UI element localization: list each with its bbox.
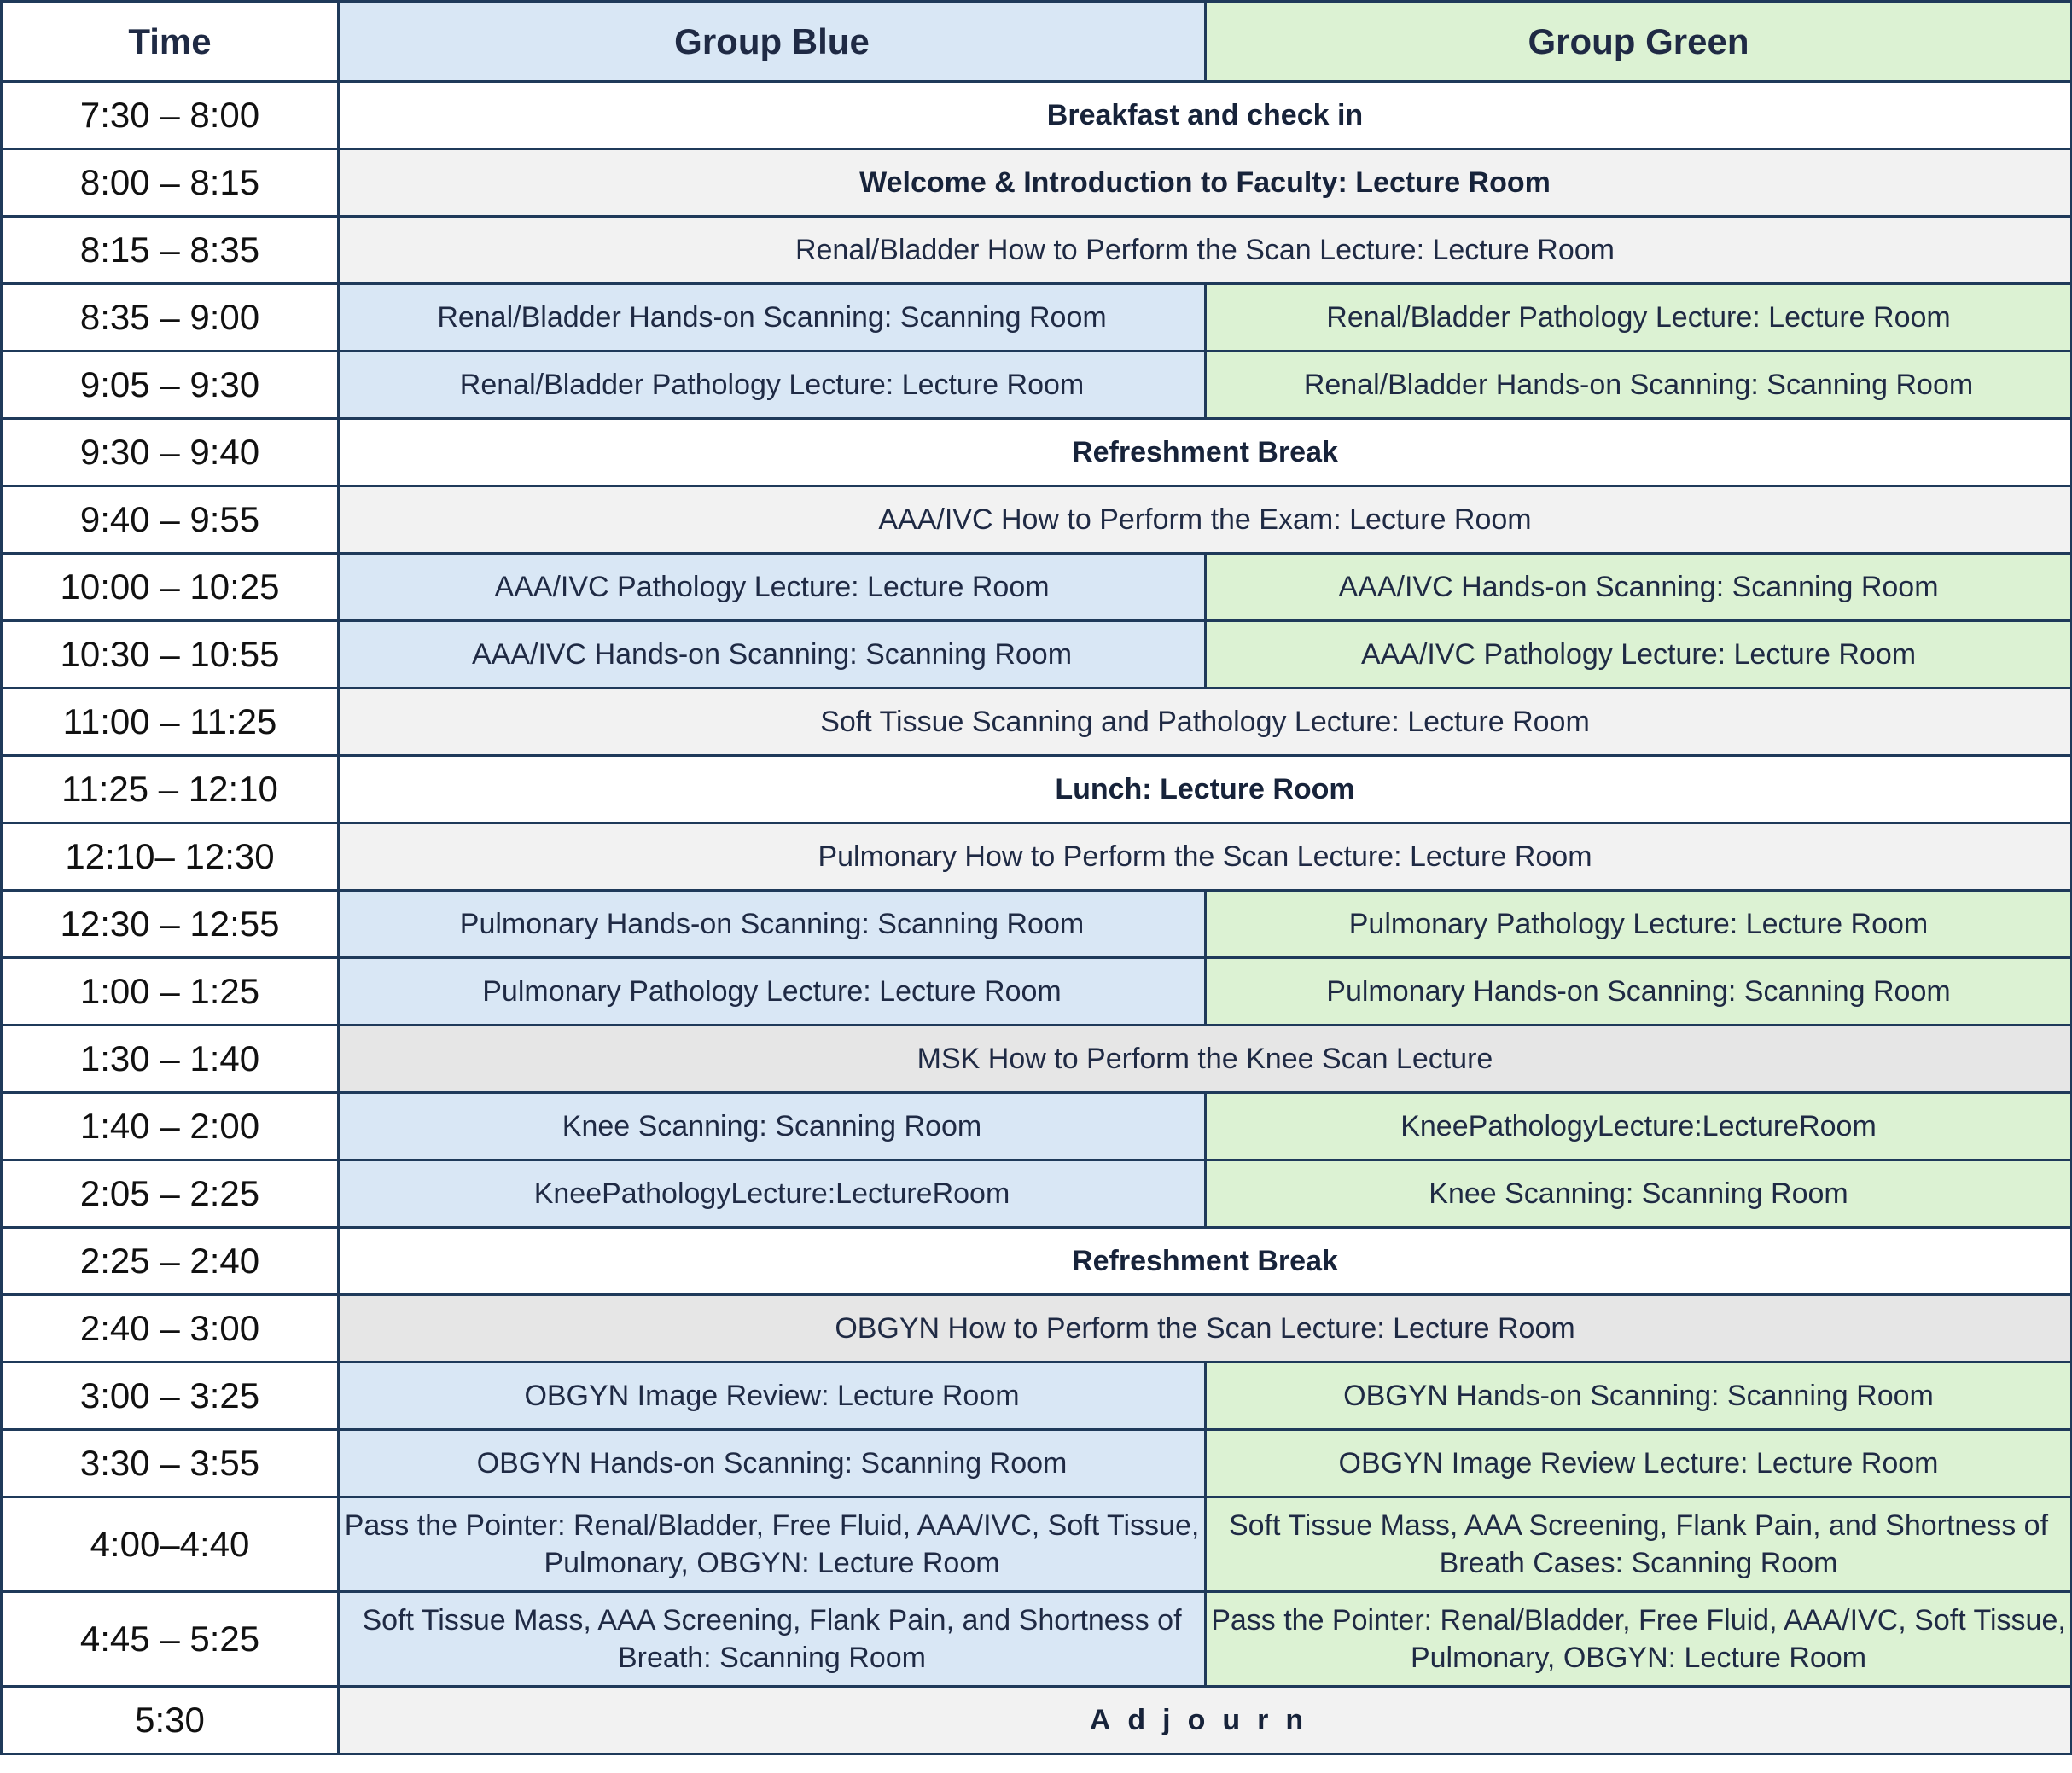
group-green-cell: Soft Tissue Mass, AAA Screening, Flank Pain, and Shortness of Breath Cases: Scanning Room [1206,1497,2072,1592]
table-row [2,689,2072,756]
group-blue-cell: AAA/IVC Hands-on Scanning: Scanning Room [339,621,1206,689]
time-cell: 9:30 – 9:40 [2,419,339,486]
time-cell: 3:30 – 3:55 [2,1430,339,1497]
header-group-blue: Group Blue [339,2,1206,82]
group-blue-cell: Pulmonary Hands-on Scanning: Scanning Room [339,891,1206,958]
table-row [2,284,2072,352]
group-green-cell: Knee Scanning: Scanning Room [1206,1160,2072,1228]
table-row [2,1026,2072,1093]
table-row [2,1295,2072,1363]
header-group-green: Group Green [1206,2,2072,82]
time-cell: 11:00 – 11:25 [2,689,339,756]
all-groups-cell: Refreshment Break [339,419,2072,486]
time-cell: 4:00–4:40 [2,1497,339,1592]
table-row [2,756,2072,823]
all-groups-cell: Refreshment Break [339,1228,2072,1295]
time-cell: 4:45 – 5:25 [2,1592,339,1687]
group-blue-cell: AAA/IVC Pathology Lecture: Lecture Room [339,554,1206,621]
all-groups-cell: Welcome & Introduction to Faculty: Lecture Room [339,149,2072,217]
table-row [2,1687,2072,1754]
table-row [2,823,2072,891]
group-blue-cell: OBGYN Hands-on Scanning: Scanning Room [339,1430,1206,1497]
time-cell: 9:05 – 9:30 [2,352,339,419]
group-green-cell: Renal/Bladder Pathology Lecture: Lecture Room [1206,284,2072,352]
all-groups-cell: OBGYN How to Perform the Scan Lecture: Lecture Room [339,1295,2072,1363]
table-row [2,891,2072,958]
time-cell: 9:40 – 9:55 [2,486,339,554]
time-cell: 1:30 – 1:40 [2,1026,339,1093]
header-row [2,2,2072,82]
time-cell: 12:10– 12:30 [2,823,339,891]
time-cell: 3:00 – 3:25 [2,1363,339,1430]
group-green-cell: KneePathologyLecture:LectureRoom [1206,1093,2072,1160]
time-cell: 11:25 – 12:10 [2,756,339,823]
group-green-cell: Pulmonary Hands-on Scanning: Scanning Room [1206,958,2072,1026]
time-cell: 10:30 – 10:55 [2,621,339,689]
group-green-cell: AAA/IVC Hands-on Scanning: Scanning Room [1206,554,2072,621]
group-green-cell: Pulmonary Pathology Lecture: Lecture Room [1206,891,2072,958]
table-row [2,486,2072,554]
all-groups-cell: Renal/Bladder How to Perform the Scan Lecture: Lecture Room [339,217,2072,284]
group-green-cell: OBGYN Hands-on Scanning: Scanning Room [1206,1363,2072,1430]
all-groups-cell: Soft Tissue Scanning and Pathology Lecture: Lecture Room [339,689,2072,756]
group-green-cell: AAA/IVC Pathology Lecture: Lecture Room [1206,621,2072,689]
all-groups-cell: MSK How to Perform the Knee Scan Lecture [339,1026,2072,1093]
header-time: Time [2,2,339,82]
table-row [2,1430,2072,1497]
group-blue-cell: Renal/Bladder Pathology Lecture: Lecture Room [339,352,1206,419]
table-row [2,1160,2072,1228]
time-cell: 2:05 – 2:25 [2,1160,339,1228]
all-groups-cell: Lunch: Lecture Room [339,756,2072,823]
time-cell: 1:40 – 2:00 [2,1093,339,1160]
time-cell: 2:40 – 3:00 [2,1295,339,1363]
time-cell: 8:35 – 9:00 [2,284,339,352]
table-row [2,621,2072,689]
all-groups-cell: Adjourn [339,1687,2072,1754]
all-groups-cell: Breakfast and check in [339,82,2072,149]
all-groups-cell: Pulmonary How to Perform the Scan Lecture: Lecture Room [339,823,2072,891]
group-blue-cell: Knee Scanning: Scanning Room [339,1093,1206,1160]
all-groups-cell: AAA/IVC How to Perform the Exam: Lecture Room [339,486,2072,554]
table-row [2,149,2072,217]
table-row [2,554,2072,621]
group-green-cell: Pass the Pointer: Renal/Bladder, Free Fluid, AAA/IVC, Soft Tissue, Pulmonary, OBGYN: Lecture Room [1206,1592,2072,1687]
table-row [2,217,2072,284]
table-row [2,958,2072,1026]
table-row [2,352,2072,419]
group-blue-cell: Renal/Bladder Hands-on Scanning: Scanning Room [339,284,1206,352]
table-row [2,1228,2072,1295]
table-row [2,1363,2072,1430]
time-cell: 12:30 – 12:55 [2,891,339,958]
table-row [2,419,2072,486]
table-row [2,1592,2072,1687]
time-cell: 1:00 – 1:25 [2,958,339,1026]
group-green-cell: OBGYN Image Review Lecture: Lecture Room [1206,1430,2072,1497]
group-blue-cell: KneePathologyLecture:LectureRoom [339,1160,1206,1228]
time-cell: 2:25 – 2:40 [2,1228,339,1295]
time-cell: 10:00 – 10:25 [2,554,339,621]
group-blue-cell: Pulmonary Pathology Lecture: Lecture Room [339,958,1206,1026]
time-cell: 8:00 – 8:15 [2,149,339,217]
group-blue-cell: OBGYN Image Review: Lecture Room [339,1363,1206,1430]
table-row [2,82,2072,149]
group-blue-cell: Pass the Pointer: Renal/Bladder, Free Fluid, AAA/IVC, Soft Tissue, Pulmonary, OBGYN: Lecture Room [339,1497,1206,1592]
group-blue-cell: Soft Tissue Mass, AAA Screening, Flank Pain, and Shortness of Breath: Scanning Room [339,1592,1206,1687]
time-cell: 5:30 [2,1687,339,1754]
time-cell: 7:30 – 8:00 [2,82,339,149]
table-row [2,1093,2072,1160]
group-green-cell: Renal/Bladder Hands-on Scanning: Scanning Room [1206,352,2072,419]
time-cell: 8:15 – 8:35 [2,217,339,284]
table-row [2,1497,2072,1592]
